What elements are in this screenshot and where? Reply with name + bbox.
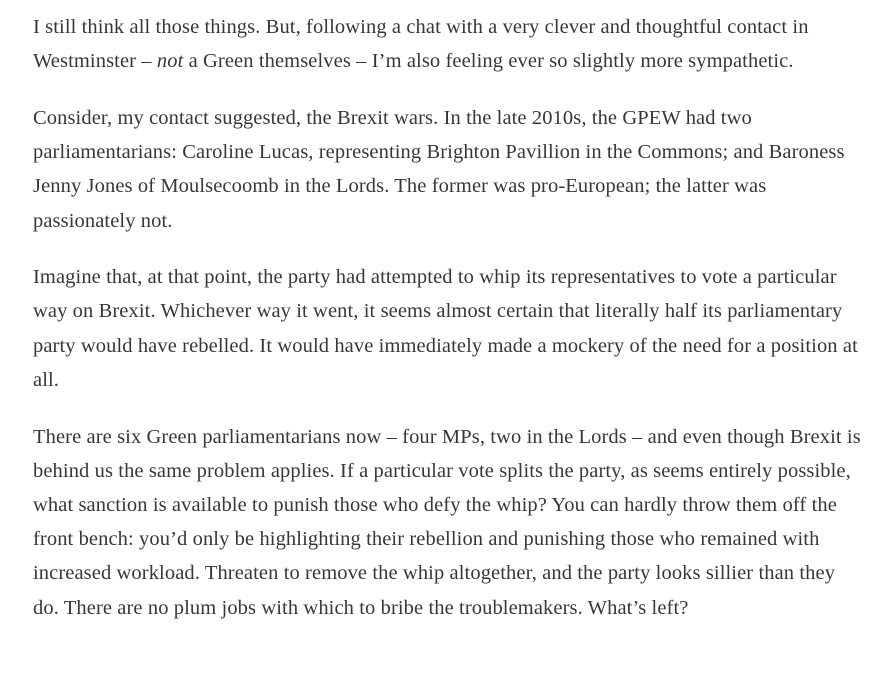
- article-body: [33, 10, 863, 647]
- paragraph-4: There are six Green parliamentarians now – four MPs, two in the Lords – and even though Brexit is behind us the same problem applies. If a particular vote splits the party, as seems entirely possible, what sanction is available to punish those who defy the whip? You can hardly throw them off the front bench: you’d only be highlighting their rebellion and punishing those who remained with increased workload. Threaten to remove the whip altogether, and the party looks sillier than they do. There are no plum jobs with which to bribe the troublemakers. What’s left?: [33, 425, 861, 619]
- paragraph-1-text-after: a Green themselves – I’m also feeling ever so slightly more sympathetic.: [183, 50, 794, 73]
- paragraph-1-emphasis: not: [156, 50, 184, 73]
- paragraph-1: [33, 10, 863, 78]
- paragraph-1-text-before: I still think all those things. But, following a chat with a very clever and thoughtful contact in Westminster –: [33, 16, 809, 73]
- paragraph-2: Consider, my contact suggested, the Brexit wars. In the late 2010s, the GPEW had two parliamentarians: Caroline Lucas, representing Brighton Pavillion in the Commons; and Baroness Jenny Jones of Moulsecoomb in the Lords. The former was pro-European; the latter was passionately not.: [33, 106, 845, 232]
- paragraph-3: Imagine that, at that point, the party had attempted to whip its representatives to vote a particular way on Brexit. Whichever way it went, it seems almost certain that literally half its parliamentary party would have rebelled. It would have immediately made a mockery of the need for a position at all.: [33, 266, 858, 391]
